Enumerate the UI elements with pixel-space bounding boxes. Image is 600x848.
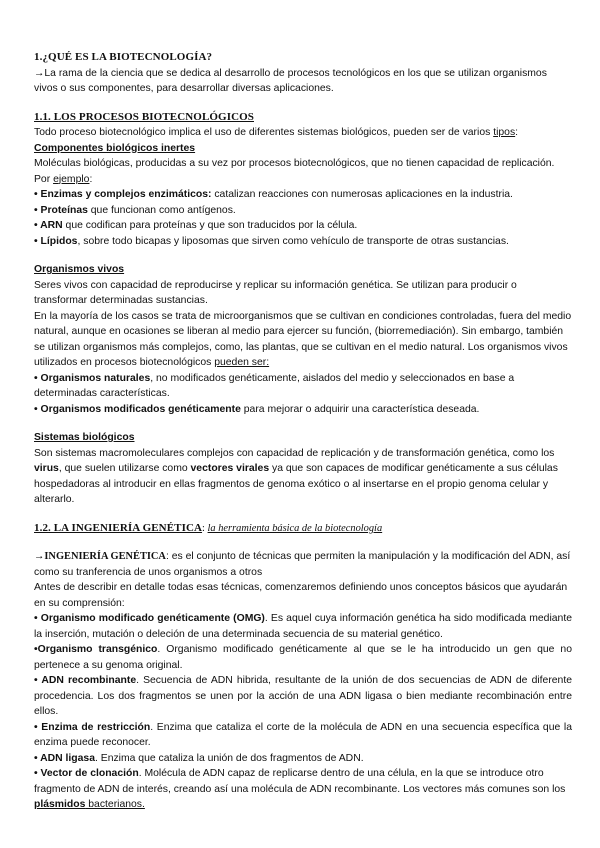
biological-systems-text: Son sistemas macromoleculares complejos con capacidad de replicación y de transformación genética, como los virus, que suelen utilizarse como vectores virales ya que son capaces de modificar genéticamente a sus células hospedadoras al introducir en ellas fragmentos de genoma exótico o al insertarse en el propio genoma celular y alterarlo. (34, 447, 558, 505)
list-item: • Lípidos, sobre todo bicapas y liposomas que sirven como vehículo de transporte de otras sustancias. (34, 235, 509, 247)
section-title-1: 1.¿QUÉ ES LA BIOTECNOLOGÍA? (34, 51, 213, 63)
list-item: • Organismos naturales, no modificados genéticamente, aislados del medio y seleccionados en base a determinadas características. (34, 372, 515, 399)
inert-components-text: Moléculas biológicas, producidas a su vez por procesos biotecnológicos, que no tienen capacidad de replicación. Por ejemplo: (34, 158, 555, 185)
list-item: • Proteínas que funcionan como antígenos. (34, 204, 236, 216)
list-item: • ADN recombinante. Secuencia de ADN hibrida, resultante de la unión de dos secuencias de ADN de diferente procedencia. Los dos fragmentos se unen por la acción de una ADN ligasa o bien mediante recombinación entre ellos. (34, 675, 573, 717)
list-item: • Organismos modificados genéticamente para mejorar o adquirir una característica deseada. (34, 403, 480, 415)
living-organisms-text-1: Seres vivos con capacidad de reproducirse y replicar su información genética. Se utilizan para producir o transformar determinadas sustancias. (34, 279, 517, 306)
subheading-biological-systems: Sistemas biológicos (34, 432, 135, 443)
list-item: • Organismo modificado genéticamente (OMG). Es aquel cuya información genética ha sido modificada mediante la inserción, mutación o deleción de una determinada secuencia de su material genético. (34, 613, 572, 640)
genetic-engineering-definition: →INGENIERÍA GENÉTICA: es el conjunto de técnicas que permiten la manipulación y la modificación del ADN, así como su tranferencia de unos organismos a otros (34, 551, 571, 578)
section-title-1-2: 1.2. LA INGENIERÍA GENÉTICA: la herramienta básica de la biotecnología (34, 521, 383, 534)
list-item: • Vector de clonación. Molécula de ADN capaz de replicarse dentro de una célula, en la que se introduce otro fragmento de ADN de interés, creando así una molécula de ADN recombinante. Los vectores más comunes son los plásmidos bacterianos. (34, 768, 566, 810)
genetic-engineering-intro: Antes de describir en detalle todas esas técnicas, comenzaremos definiendo unos conceptos básicos que ayudarán en su comprensión: (34, 582, 568, 609)
living-organisms-text-2: En la mayoría de los casos se trata de microorganismos que se cultivan en condiciones controladas, fuera del medio natural, aunque en ocasiones se liberan al medio para ejercer su función, (biorremediación). Sin embargo, también se utilizan organismos más complejos, como, las plantas, que se cultivan en el medio natural. Los organismos vivos utilizados en procesos biotecnológicos pueden ser: (34, 310, 572, 368)
list-item: • ADN ligasa. Enzima que cataliza la unión de dos fragmentos de ADN. (34, 752, 364, 764)
list-item: • Enzima de restricción. Enzima que cataliza el corte de la molécula de ADN en una secuencia específica que la enzima puede reconocer. (34, 721, 572, 748)
list-item: • ARN que codifican para proteínas y que son traducidos por la célula. (34, 220, 358, 231)
list-item: •Organismo transgénico. Organismo modificado genéticamente al que se le ha introducido un gen que no pertenece a su genoma original. (34, 644, 572, 671)
section-title-1-1: 1.1. LOS PROCESOS BIOTECNOLÓGICOS (34, 110, 254, 123)
section-1-1-intro: Todo proceso biotecnológico implica el uso de diferentes sistemas biológicos, pueden ser de varios tipos: (34, 127, 519, 138)
section-1-definition: →La rama de la ciencia que se dedica al desarrollo de procesos tecnológicos en los que se utilizan organismos vivos o sus componentes, para desarrollar diversas aplicaciones. (34, 67, 547, 94)
list-item: • Enzimas y complejos enzimáticos: catalizan reacciones con numerosas aplicaciones en la industria. (34, 189, 513, 200)
document-content (34, 50, 572, 813)
subheading-inert-components: Componentes biológicos inertes (34, 142, 196, 154)
subheading-living-organisms: Organismos vivos (34, 264, 125, 275)
